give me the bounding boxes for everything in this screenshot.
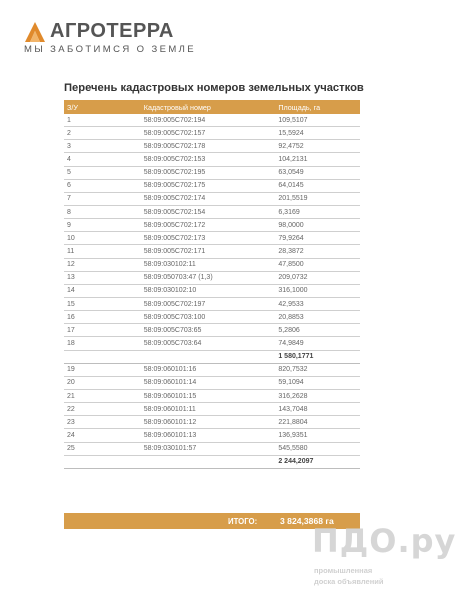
table-row <box>64 337 360 350</box>
table-row <box>64 376 360 389</box>
document-title: Перечень кадастровых номеров земельных участков <box>64 82 364 94</box>
plot-number-cell: 15 <box>64 297 141 310</box>
agroterra-logo-icon <box>24 21 46 43</box>
cadastral-number-cell: 58:09:005С702:173 <box>141 232 276 245</box>
column-header-plot: З/У <box>64 100 141 114</box>
cadastral-number-cell: 58:09:005С702:178 <box>141 140 276 153</box>
plot-number-cell: 11 <box>64 245 141 258</box>
plot-number-cell: 16 <box>64 311 141 324</box>
cadastral-number-cell: 58:09:005С702:197 <box>141 297 276 310</box>
plot-number-cell: 23 <box>64 416 141 429</box>
cadastral-number-cell: 58:09:060101:15 <box>141 389 276 402</box>
table-row <box>64 403 360 416</box>
table-row <box>64 324 360 337</box>
area-cell: 5,2806 <box>275 324 360 337</box>
area-cell: 545,5580 <box>275 442 360 455</box>
area-cell: 15,5924 <box>275 127 360 140</box>
table-row <box>64 442 360 455</box>
table-row <box>64 166 360 179</box>
cadastral-number-cell: 58:09:060101:14 <box>141 376 276 389</box>
plot-number-cell: 14 <box>64 284 141 297</box>
area-cell: 59,1094 <box>275 376 360 389</box>
table-row <box>64 416 360 429</box>
subtotal-empty-cell <box>64 455 141 468</box>
plot-number-cell: 13 <box>64 271 141 284</box>
cadastral-number-cell: 58:09:060101:13 <box>141 429 276 442</box>
plot-number-cell: 12 <box>64 258 141 271</box>
area-cell: 28,3872 <box>275 245 360 258</box>
plot-number-cell: 7 <box>64 192 141 205</box>
area-cell: 98,0000 <box>275 219 360 232</box>
plot-number-cell: 8 <box>64 205 141 218</box>
area-cell: 63,0549 <box>275 166 360 179</box>
plot-number-cell: 25 <box>64 442 141 455</box>
watermark <box>308 522 456 594</box>
cadastral-number-cell: 58:09:060101:11 <box>141 403 276 416</box>
area-cell: 20,8853 <box>275 311 360 324</box>
plot-number-cell: 1 <box>64 114 141 127</box>
table-row <box>64 284 360 297</box>
cadastral-number-cell: 58:09:005С702:194 <box>141 114 276 127</box>
column-header-area: Площадь, га <box>275 100 360 114</box>
cadastral-number-cell: 58:09:005С702:172 <box>141 219 276 232</box>
cadastral-number-cell: 58:09:050703:47 (1,3) <box>141 271 276 284</box>
cadastral-number-cell: 58:09:005С702:157 <box>141 127 276 140</box>
table-row <box>64 389 360 402</box>
area-cell: 79,9264 <box>275 232 360 245</box>
area-cell: 109,5107 <box>275 114 360 127</box>
area-cell: 316,2628 <box>275 389 360 402</box>
cadastral-number-cell: 58:09:005С703:64 <box>141 337 276 350</box>
cadastral-number-cell: 58:09:030101:57 <box>141 442 276 455</box>
total-value: 3 824,3868 га <box>280 516 334 526</box>
table-row <box>64 127 360 140</box>
column-header-cadastral-number: Кадастровый номер <box>141 100 276 114</box>
area-cell: 64,0145 <box>275 179 360 192</box>
plot-number-cell: 4 <box>64 153 141 166</box>
plot-number-cell: 22 <box>64 403 141 416</box>
area-cell: 316,1000 <box>275 284 360 297</box>
area-cell: 6,3169 <box>275 205 360 218</box>
tagline: МЫ ЗАБОТИМСЯ О ЗЕМЛЕ <box>24 44 197 55</box>
watermark-logo: ПДО.ру <box>312 522 456 560</box>
cadastral-number-cell: 58:09:005С703:65 <box>141 324 276 337</box>
cadastral-table <box>64 100 360 469</box>
plot-number-cell: 18 <box>64 337 141 350</box>
subtotal-empty-cell <box>64 350 141 363</box>
subtotal-empty-cell <box>141 350 276 363</box>
plot-number-cell: 3 <box>64 140 141 153</box>
plot-number-cell: 19 <box>64 363 141 376</box>
cadastral-number-cell: 58:09:060101:16 <box>141 363 276 376</box>
subtotal-value: 1 580,1771 <box>275 350 360 363</box>
watermark-line-1: промышленная <box>314 566 373 575</box>
plot-number-cell: 2 <box>64 127 141 140</box>
brand-name: АГРОТЕРРА <box>50 20 174 42</box>
cadastral-number-cell: 58:09:005С702:154 <box>141 205 276 218</box>
cadastral-number-cell: 58:09:005С702:174 <box>141 192 276 205</box>
plot-number-cell: 10 <box>64 232 141 245</box>
table-row <box>64 219 360 232</box>
cadastral-number-cell: 58:09:005С702:175 <box>141 179 276 192</box>
table-row <box>64 363 360 376</box>
plot-number-cell: 21 <box>64 389 141 402</box>
area-cell: 42,9533 <box>275 297 360 310</box>
table-row <box>64 311 360 324</box>
table-row <box>64 232 360 245</box>
cadastral-number-cell: 58:09:060101:12 <box>141 416 276 429</box>
plot-number-cell: 6 <box>64 179 141 192</box>
area-cell: 201,5519 <box>275 192 360 205</box>
watermark-line-2: доска объявлений <box>314 577 384 586</box>
total-label: ИТОГО: <box>228 517 258 526</box>
table-row <box>64 297 360 310</box>
subtotal-row <box>64 350 360 363</box>
area-cell: 92,4752 <box>275 140 360 153</box>
table-row <box>64 140 360 153</box>
area-cell: 143,7048 <box>275 403 360 416</box>
table-row <box>64 245 360 258</box>
table-row <box>64 179 360 192</box>
cadastral-number-cell: 58:09:005С703:100 <box>141 311 276 324</box>
area-cell: 209,0732 <box>275 271 360 284</box>
table-header-row <box>64 100 360 114</box>
area-cell: 47,8500 <box>275 258 360 271</box>
header <box>24 20 196 55</box>
table-row <box>64 192 360 205</box>
plot-number-cell: 24 <box>64 429 141 442</box>
table-row <box>64 271 360 284</box>
brand-row <box>24 20 196 43</box>
table-row <box>64 205 360 218</box>
plot-number-cell: 20 <box>64 376 141 389</box>
table-row <box>64 153 360 166</box>
subtotal-row <box>64 455 360 468</box>
cadastral-number-cell: 58:09:005С702:153 <box>141 153 276 166</box>
area-cell: 820,7532 <box>275 363 360 376</box>
table-row <box>64 258 360 271</box>
area-cell: 74,9849 <box>275 337 360 350</box>
cadastral-number-cell: 58:09:030102:10 <box>141 284 276 297</box>
area-cell: 104,2131 <box>275 153 360 166</box>
table-body <box>64 114 360 468</box>
subtotal-empty-cell <box>141 455 276 468</box>
subtotal-value: 2 244,2097 <box>275 455 360 468</box>
cadastral-number-cell: 58:09:030102:11 <box>141 258 276 271</box>
table-row <box>64 114 360 127</box>
table-row <box>64 429 360 442</box>
plot-number-cell: 9 <box>64 219 141 232</box>
cadastral-number-cell: 58:09:005С702:195 <box>141 166 276 179</box>
plot-number-cell: 5 <box>64 166 141 179</box>
area-cell: 136,9351 <box>275 429 360 442</box>
area-cell: 221,8804 <box>275 416 360 429</box>
cadastral-number-cell: 58:09:005С702:171 <box>141 245 276 258</box>
plot-number-cell: 17 <box>64 324 141 337</box>
